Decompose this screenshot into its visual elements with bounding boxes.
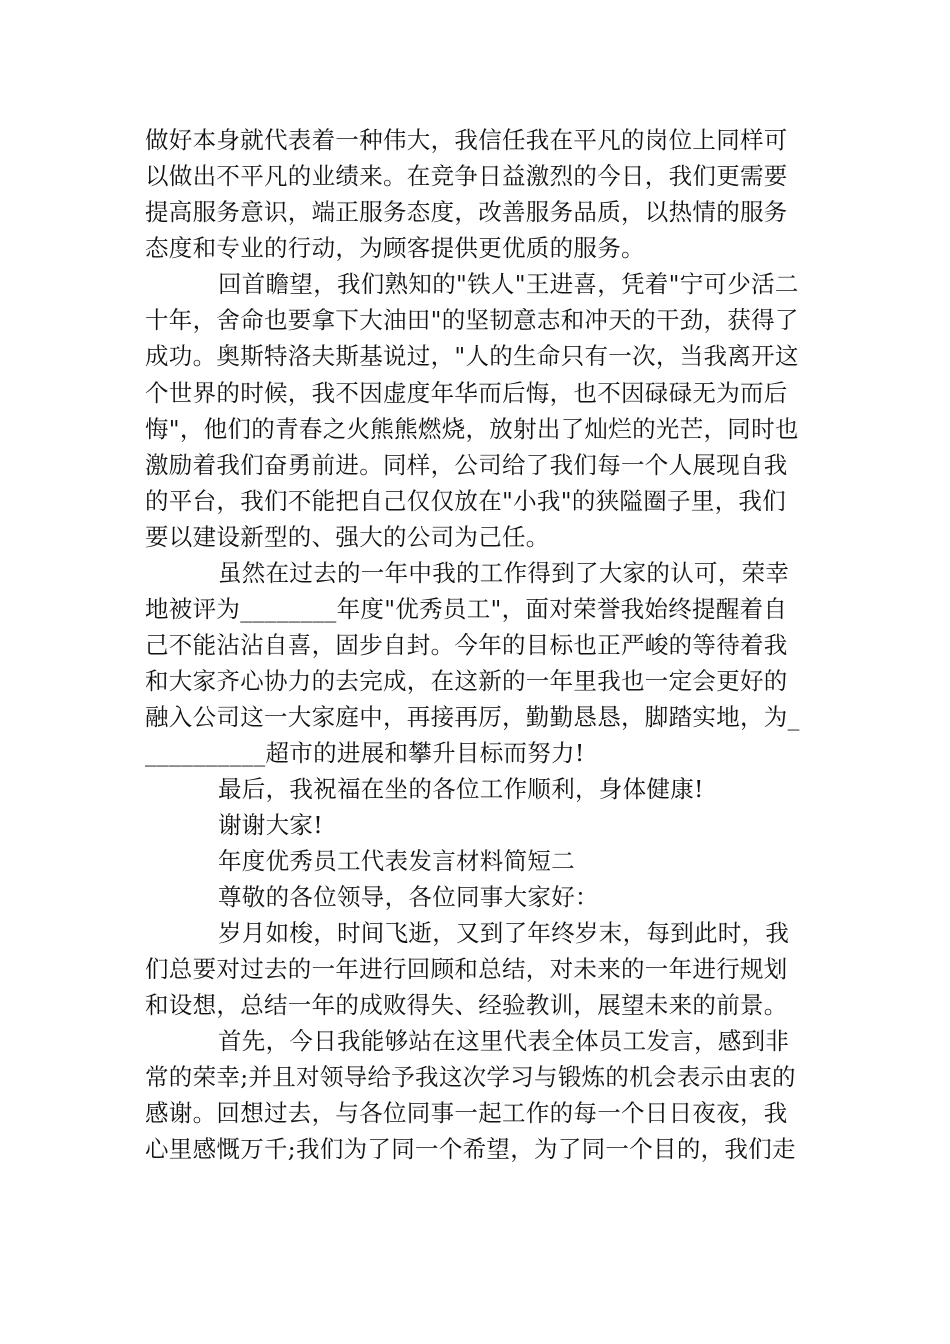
text-line: 悔"，他们的青春之火熊熊燃烧，放射出了灿烂的光芒，同时也 — [145, 415, 799, 443]
text-line: 要以建设新型的、强大的公司为己任。 — [145, 523, 550, 551]
text-line: 心里感慨万千;我们为了同一个希望，为了同一个目的，我们走 — [145, 1135, 796, 1163]
text-line: 们总要对过去的一年进行回顾和总结，对未来的一年进行规划 — [145, 955, 788, 983]
text-line: 十年，舍命也要拿下大油田"的坚韧意志和冲天的干劲，获得了 — [145, 306, 799, 334]
text-line: 和大家齐心协力的去完成，在这新的一年里我也一定会更好的 — [145, 667, 788, 695]
text-line: 以做出不平凡的业绩来。在竞争日益激烈的今日，我们更需要 — [145, 162, 788, 190]
paragraph-start-line: 回首瞻望，我们熟知的"铁人"王进喜，凭着"宁可少活二 — [218, 270, 799, 298]
text-line: 融入公司这一大家庭中，再接再厉，勤勤恳恳，脚踏实地，为_ — [145, 703, 800, 731]
text-line: 的平台，我们不能把自己仅仅放在"小我"的狭隘圈子里，我们 — [145, 487, 787, 515]
text-line: 常的荣幸;并且对领导给予我这次学习与锻炼的机会表示由衷的 — [145, 1063, 796, 1091]
text-line: 态度和专业的行动，为顾客提供更优质的服务。 — [145, 234, 645, 262]
salutation-line: 尊敬的各位领导，各位同事大家好： — [218, 883, 599, 911]
paragraph-start-line: 虽然在过去的一年中我的工作得到了大家的认可，荣幸 — [218, 559, 790, 587]
paragraph-start-line: 首先，今日我能够站在这里代表全体员工发言，感到非 — [218, 1027, 790, 1055]
paragraph-start-line: 岁月如梭，时间飞逝，又到了年终岁末，每到此时，我 — [218, 919, 790, 947]
text-line: 提高服务意识，端正服务态度，改善服务品质，以热情的服务 — [145, 198, 788, 226]
text-line: 个世界的时候，我不因虚度年华而后悔，也不因碌碌无为而后 — [145, 379, 788, 407]
paragraph-start-line: 谢谢大家! — [218, 811, 323, 839]
text-line: 感谢。回想过去，与各位同事一起工作的每一个日日夜夜，我 — [145, 1099, 788, 1127]
text-line: 成功。奥斯特洛夫斯基说过，"人的生命只有一次，当我离开这 — [145, 342, 799, 370]
text-line: 己不能沾沾自喜，固步自封。今年的目标也正严峻的等待着我 — [145, 631, 788, 659]
text-line: __________超市的进展和攀升目标而努力! — [145, 739, 585, 767]
text-line: 地被评为________年度"优秀员工"，面对荣誉我始终提醒着自 — [145, 595, 788, 623]
text-line: 做好本身就代表着一种伟大，我信任我在平凡的岗位上同样可 — [145, 126, 788, 154]
paragraph-start-line: 最后，我祝福在坐的各位工作顺利，身体健康! — [218, 775, 704, 803]
text-line: 激励着我们奋勇前进。同样，公司给了我们每一个人展现自我 — [145, 451, 788, 479]
text-line: 和设想，总结一年的成败得失、经验教训，展望未来的前景。 — [145, 991, 788, 1019]
section-title: 年度优秀员工代表发言材料简短二 — [218, 847, 575, 875]
